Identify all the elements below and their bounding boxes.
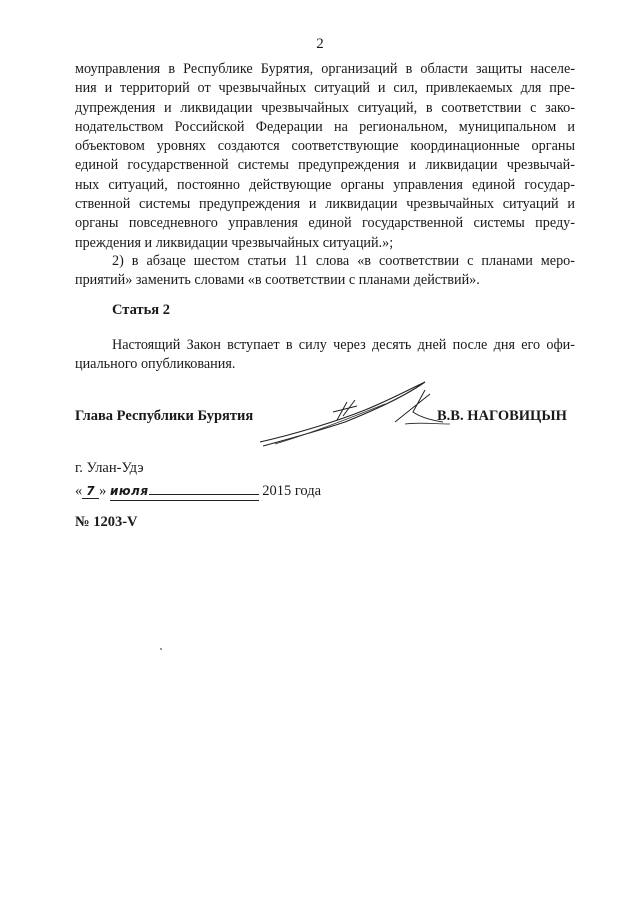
- quote-open: «: [75, 483, 83, 499]
- date-blank: [149, 482, 259, 495]
- law-number: № 1203-V: [75, 514, 138, 530]
- text-line: ственной системы предупреждения и ликвидации чрезвычайных ситуаций и: [75, 196, 575, 213]
- text-line: циального опубликования.: [75, 356, 236, 373]
- signatory-name: В.В. НАГОВИЦЫН: [437, 408, 567, 424]
- text-line: дупреждения и ликвидации чрезвычайных ситуаций, в соответствии с зако-: [75, 99, 575, 116]
- text-line: органы повседневного управления единой государственной системы преду-: [75, 215, 575, 232]
- date-month: июля: [109, 484, 149, 498]
- scan-speck: [160, 648, 162, 650]
- paragraph-1: [75, 60, 575, 253]
- text-line: ния и территорий от чрезвычайных ситуаций и сил, привлекаемых для пре-: [75, 80, 575, 97]
- text-line: 2) в абзаце шестом статьи 11 слова «в соответствии с планами меро-: [112, 253, 575, 269]
- date-line: [75, 482, 321, 501]
- signatory-title: Глава Республики Бурятия: [75, 408, 254, 424]
- text-line: Настоящий Закон вступает в силу через десять дней после дня его офи-: [112, 337, 575, 353]
- text-line: единой государственной системы предупреждения и ликвидации чрезвычай-: [75, 157, 575, 174]
- quote-close: »: [99, 483, 107, 499]
- text-line: приятий» заменить словами «в соответствии с планами действий».: [75, 272, 480, 289]
- city-label: г. Улан-Удэ: [75, 460, 144, 476]
- page-number: 2: [316, 36, 324, 52]
- paragraph-3: [75, 336, 575, 375]
- signature-image: [255, 372, 455, 452]
- text-line: преждения и ликвидации чрезвычайных ситуаций.»;: [75, 234, 394, 251]
- text-line: нодательством Российской Федерации на региональном, муниципальном и: [75, 118, 575, 135]
- text-line: ных ситуаций, постоянно действующие органы управления единой государ-: [75, 176, 575, 193]
- date-year: 2015 года: [262, 483, 322, 499]
- text-line: объектовом уровнях создаются соответствующие координационные органы: [75, 138, 575, 155]
- text-line: моуправления в Республике Бурятия, организаций в области защиты населе-: [75, 61, 575, 77]
- article-heading: Статья 2: [112, 302, 170, 318]
- date-day: 7: [82, 484, 99, 499]
- paragraph-2: [75, 252, 575, 291]
